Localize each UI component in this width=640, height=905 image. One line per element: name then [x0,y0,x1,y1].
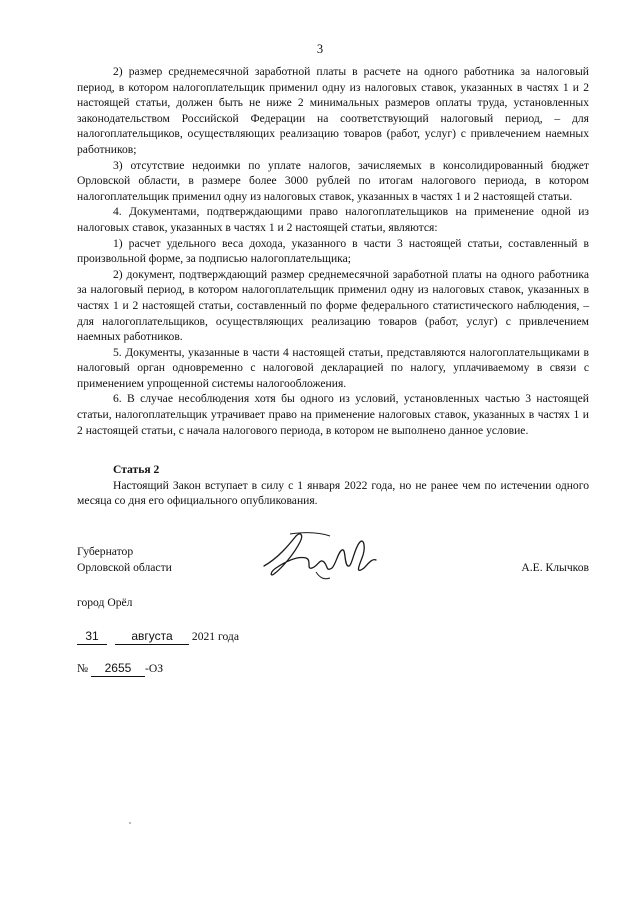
governor-title-line-1: Губернатор [77,545,134,558]
signature-block [77,544,589,594]
paragraph-document-submission: 5. Документы, указанные в части 4 настоящей статьи, представляются налогоплательщиками в налоговый орган одновременно с налоговой декларацией по налогу, уплачиваемому в связи с применением упрощенной системы налогообложения. [77,345,589,390]
article-2 [77,462,589,509]
paragraph-loss-of-right: 6. В случае несоблюдения хотя бы одного из условий, установленных частью 3 настоящей статьи, налогоплательщик утрачивает право на применение налоговых ставок, указанных в частях 1 и 2 настоящей статьи, с начала налогового периода, в котором не выполнено данное условие. [77,392,589,437]
city: город Орёл [77,596,133,609]
number-sign: № [77,662,89,675]
paragraph-avg-salary-condition: 2) размер среднемесячной заработной платы в расчете на одного работника за налоговый период, в котором налогоплательщик применил одну из налоговых ставок, указанных в частях 1 и 2 настоящей статьи, должен быть не ниже 2 минимальных размеров оплаты труда, установленных законодательством Российской Федерации на соответствующий налоговый период, – для налогоплательщиков, осуществляющих реализацию товаров (работ, услуг) с привлечением наемных работников; [77,65,589,156]
date-day: 31 [77,628,107,645]
law-number-line [77,660,163,677]
handwritten-signature [260,528,380,586]
date-month: августа [115,628,189,645]
governor-title [77,544,172,576]
law-number-suffix: -ОЗ [144,662,164,675]
paragraph-no-arrears-condition: 3) отсутствие недоимки по уплате налогов, зачисляемых в консолидированный бюджет Орловской области, в размере более 3000 рублей по итогам налогового периода, в котором налогоплательщик применил одну из налоговых ставок, указанных в частях 1 и 2 настоящей статьи. [77,158,589,203]
governor-title-line-2: Орловской области [77,561,172,574]
governor-name: А.Е. Клычков [521,561,589,574]
paragraph-income-share-calculation: 1) расчет удельного веса дохода, указанного в части 3 настоящей статьи, составленный в произвольной форме, за подписью налогоплательщика; [77,236,589,266]
article-2-text: Настоящий Закон вступает в силу с 1 января 2022 года, но не ранее чем по истечении одного месяца со дня его официального опубликования. [77,478,589,508]
scan-speck [129,822,131,824]
law-number: 2655 [91,660,145,677]
paragraph-salary-document: 2) документ, подтверждающий размер среднемесячной заработной платы на одного работника за налоговый период, в котором налогоплательщик применил одну из налоговых ставок, указанных в частях 1 и 2 настоящей статьи, составленный по форме федерального статистического наблюдения, – для налогоплательщиков, осуществляющих реализацию товаров (работ, услуг) с привлечением наемных работников. [77,267,589,344]
article-1-continuation [77,64,589,438]
page-number: 3 [316,42,324,56]
paragraph-documents-list: 4. Документами, подтверждающими право налогоплательщиков на применение одной из налоговых ставок, указанных в частях 1 и 2 настоящей статьи, являются: [77,205,589,234]
date-year: 2021 года [191,630,239,643]
article-2-title: Статья 2 [113,463,160,476]
date-line [77,628,239,645]
